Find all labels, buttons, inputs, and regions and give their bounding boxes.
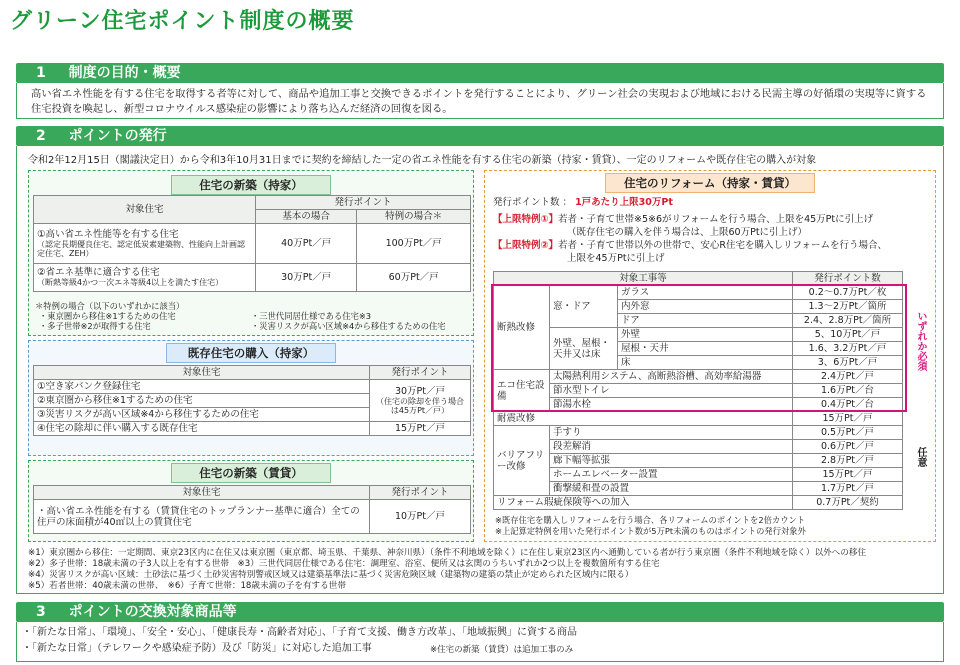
new-own-note-1: ・東京圏から移住※1するための住宅: [39, 311, 176, 321]
section3-header: [16, 602, 944, 622]
table-row: ②東京圏から移住※1するための住宅: [34, 394, 471, 408]
table-row: ③災害リスクが高い区域※4から移住するための住宅: [34, 408, 471, 422]
new-own-col-basic: 基本の場合: [256, 210, 357, 224]
table-row: 廊下幅等拡張 2.8万Pt／戸: [494, 454, 903, 468]
table-row: ①高い省エネ性能等を有する住宅 （認定長期優良住宅、認定低炭素建築物、性能向上計画認定住宅、ZEH） 40万Pt／戸 100万Pt／戸: [34, 224, 471, 264]
table-row: 外壁、屋根・天井又は床 外壁 5、10万Pt／戸: [494, 328, 903, 342]
footnote-3: ※4）災害リスクが高い区域：土砂法に基づく土砂災害特別警戒区域又は建築基準法に基づく災害危険区域（建築物の建築の禁止が定められた区域内に限る）: [28, 570, 634, 580]
table-row: リフォーム瑕疵保険等への加入 0.7万Pt／契約: [494, 496, 903, 510]
goods-line-2: ・「新たな日常」（テレワークや感染症予防）及び「防災」に対応した追加工事: [22, 643, 372, 654]
new-own-panel: [28, 170, 474, 336]
goods-note: ※住宅の新築（賃貸）は追加工事のみ: [430, 645, 574, 655]
table-row: 耐震改修 15万Pt／戸: [494, 412, 903, 426]
new-own-table: [33, 195, 471, 292]
section1-number: 1: [36, 65, 46, 81]
new-own-note-3: ・多子世帯※2が取得する住宅: [39, 321, 151, 331]
reform-note-1: ※既存住宅を購入しリフォームを行う場合、各リフォームのポイントを2倍カウント: [495, 515, 806, 525]
table-row: バリアフリー改修 手すり 0.5万Pt／戸: [494, 426, 903, 440]
new-own-note-2: ・三世代同居仕様である住宅※3: [251, 311, 372, 321]
new-own-note-0: ＊特例の場合（以下のいずれかに該当）: [35, 301, 185, 311]
footnote-2: ※2）多子世帯：18歳未満の子3人以上を有する世帯 ※3）三世代同居仕様である住宅：調理室、浴室、便所又は玄関のうちいずれか2つ以上を複数箇所有する住宅: [28, 559, 660, 569]
existing-panel: [28, 340, 474, 456]
reform-col-work: 対象工事等: [494, 272, 793, 286]
section2-lead: 令和2年12月15日（閣議決定日）から令和3年10月31日までに契約を締結した一定の省エネ性能を有する住宅の新築（持家・賃貸）、一定のリフォームや既存住宅の購入が対象: [28, 155, 817, 166]
page-title: グリーン住宅ポイント制度の概要: [10, 9, 355, 34]
reform-issue: 発行ポイント数 ： 1戸あたり上限30万Pt: [493, 197, 673, 208]
table-row: 床 3、6万Pt／戸: [494, 356, 903, 370]
existing-col-points: 発行ポイント: [370, 366, 471, 380]
footnote-1: ※1）東京圏から移住：一定期間、東京23区内に在住又は東京圏（東京都、埼玉県、千葉県、神奈川県）（条件不利地域を除く）に在住し東京23区内へ通勤している者が行う東京圏（条件不利地域を除く）以外への移住: [28, 548, 867, 558]
existing-table: [33, 365, 471, 436]
goods-line-1: ・「新たな日常」、「環境」、「安全・安心」、「健康長寿・高齢者対応」、「子育て支援、働き方改革」、「地域振興」に資する商品: [22, 627, 577, 638]
section1-header: [16, 63, 944, 83]
table-row: ①空き家バンク登録住宅 30万Pt／戸 （住宅の除却を伴う場合は45万Pt／戸）: [34, 380, 471, 394]
optional-label: 任意: [915, 447, 926, 467]
reform-special-2: 【上限特例②】若者・子育て世帯以外の世帯で、安心R住宅を購入しリフォームを行う場合、 上限を45万Ptに引上げ: [493, 240, 887, 264]
new-rent-table: [33, 485, 471, 534]
table-row: 屋根・天井 1.6、3.2万Pt／戸: [494, 342, 903, 356]
section1-heading: 制度の目的・概要: [68, 65, 181, 81]
new-own-col-special: 特例の場合＊: [357, 210, 471, 224]
new-own-note-4: ・災害リスクが高い区域※4から移住するための住宅: [251, 321, 446, 331]
existing-title: 既存住宅の購入（持家）: [166, 343, 336, 363]
reform-panel: [484, 170, 936, 542]
new-rent-panel: [28, 460, 474, 542]
section2-number: 2: [36, 128, 46, 144]
required-highlight: [491, 284, 907, 412]
existing-col-target: 対象住宅: [34, 366, 370, 380]
section3-number: 3: [36, 604, 46, 620]
table-row: 内外窓 1.3～2万Pt／箇所: [494, 300, 903, 314]
table-row: 節水型トイレ 1.6万Pt／台: [494, 384, 903, 398]
table-row: ホームエレベーター設置 15万Pt／戸: [494, 468, 903, 482]
required-label: いずれか必須: [915, 311, 926, 371]
new-rent-col-target: 対象住宅: [34, 486, 370, 500]
table-row: 段差解消 0.6万Pt／戸: [494, 440, 903, 454]
table-row: 衝撃緩和畳の設置 1.7万Pt／戸: [494, 482, 903, 496]
section2-heading: ポイントの発行: [68, 128, 167, 144]
table-row: エコ住宅設備 太陽熱利用システム、高断熱浴槽、高効率給湯器 2.4万Pt／戸: [494, 370, 903, 384]
new-rent-title: 住宅の新築（賃貸）: [171, 463, 331, 483]
table-row: 断熱改修 窓・ドア ガラス 0.2～0.7万Pt／枚: [494, 286, 903, 300]
table-row: ④住宅の除却に伴い購入する既存住宅 15万Pt／戸: [34, 422, 471, 436]
new-own-col-points: 発行ポイント: [256, 196, 471, 210]
purpose-text: 高い省エネ性能を有する住宅を取得する者等に対して、商品や追加工事と交換できるポイントを発行することにより、グリーン社会の実現および地域における民需主導の好循環の実現等に資する住宅投資を喚起し、新型コロナウイルス感染症の影響により落ち込んだ経済の回復を図る。: [31, 88, 927, 115]
reform-title: 住宅のリフォーム（持家・賃貸）: [605, 173, 815, 193]
new-own-title: 住宅の新築（持家）: [171, 175, 331, 195]
section2-header: [16, 126, 944, 146]
reform-note-2: ※上記算定特例を用いた発行ポイント数が5万Pt未満のものはポイントの発行対象外: [495, 526, 806, 536]
footnote-4: ※5）若者世帯：40歳未満の世帯、 ※6）子育て世帯：18歳未満の子を有する世帯: [28, 581, 346, 591]
reform-special-1: 【上限特例①】若者・子育て世帯※5※6がリフォームを行う場合、上限を45万Ptに引上げ （既存住宅の購入を伴う場合は、上限60万Ptに引上げ）: [493, 214, 874, 238]
table-row: ・高い省エネ性能を有する（賃貸住宅のトップランナー基準に適合）全ての住戸の床面積が40㎡以上の賃貸住宅 10万Pt／戸: [34, 500, 471, 534]
table-row: ②省エネ基準に適合する住宅 （断熱等級4かつ一次エネ等級4以上を満たす住宅） 30万Pt／戸 60万Pt／戸: [34, 264, 471, 292]
section1-body: [16, 83, 944, 119]
reform-col-points: 発行ポイント数: [793, 272, 903, 286]
table-row: ドア 2.4、2.8万Pt／箇所: [494, 314, 903, 328]
section3-heading: ポイントの交換対象商品等: [68, 604, 237, 620]
new-rent-col-points: 発行ポイント: [370, 486, 471, 500]
table-row: 節湯水栓 0.4万Pt／台: [494, 398, 903, 412]
new-own-col-target: 対象住宅: [34, 196, 256, 224]
